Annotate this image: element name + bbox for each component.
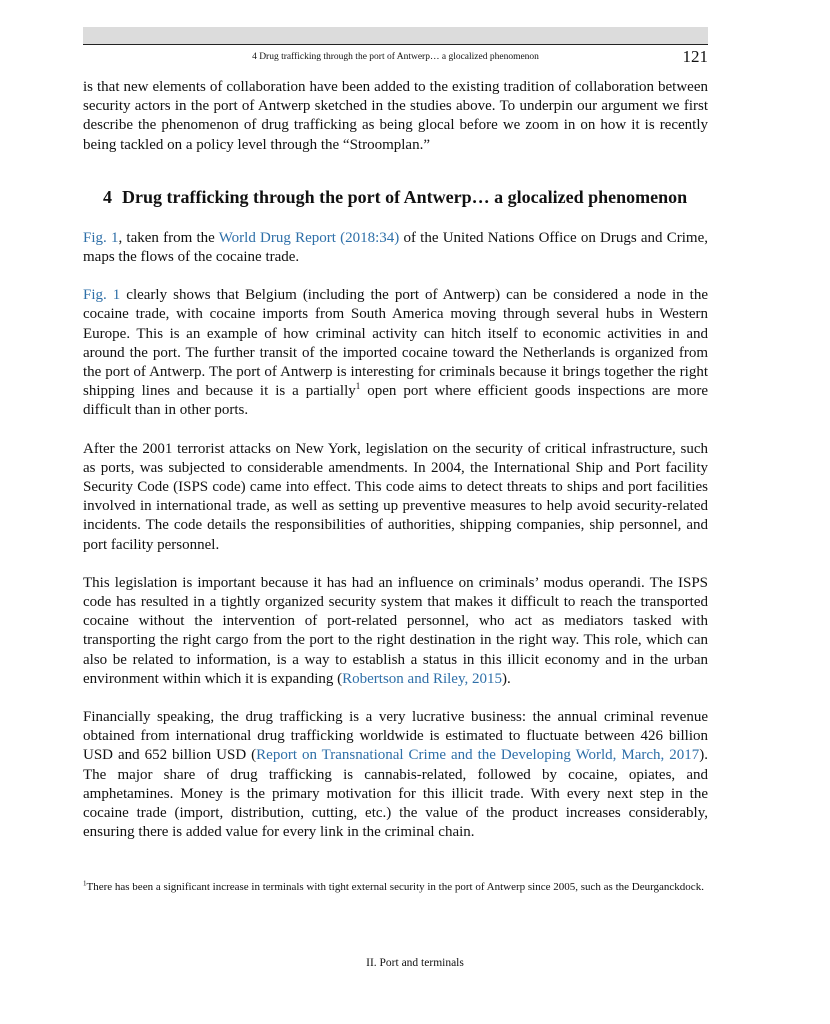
section-number: 4 [103, 186, 112, 207]
running-head-title: 4 Drug trafficking through the port of Antwerp… a glocalized phenomenon [252, 52, 539, 62]
paragraph-text: ). The major share of drug trafficking is cannabis-related, followed by cocaine, opiates, and amphetamines. Money is the primary motivation for this illicit trade. With every next step in the cocaine trade (import, distribution, cutting, etc.) the value of the product increases considerably, ensuring there is added value for every link in the criminal chain. [83, 747, 709, 841]
page-number: 121 [682, 47, 708, 66]
robertson-riley-link[interactable]: Robertson and Riley, 2015 [342, 670, 502, 687]
paragraph-fig-intro [83, 229, 708, 267]
transnational-crime-report-link[interactable]: Report on Transnational Crime and the Developing World, March, 2017 [256, 747, 700, 764]
footnote-mark-link[interactable]: 1 [355, 381, 361, 392]
header-bar [83, 27, 708, 44]
fig-1-link[interactable]: Fig. 1 [83, 229, 119, 246]
paragraph-finance [83, 708, 708, 842]
footnote [83, 878, 708, 897]
page-footer: II. Port and terminals [366, 957, 464, 969]
running-head [83, 49, 708, 69]
footnote-mark: 1 [83, 879, 87, 888]
section-title: Drug trafficking through the port of Antwerp… a glocalized phenomenon [122, 186, 688, 207]
paragraph-text: Financially speaking, the drug trafficking is a very lucrative business: the annual criminal revenue obtained from international drug trafficking worldwide is estimated to fluctuate between 426 billion USD and 652 billion USD ( [83, 709, 708, 764]
paragraph-text: ). [501, 670, 511, 687]
paragraph-modus [83, 574, 708, 689]
paragraph-isps: After the 2001 terrorist attacks on New York, legislation on the security of critical infrastructure, such as ports, was subjected to considerable amendments. In 2004, the International Ship and Port facility Security Code (ISPS code) came into effect. This code aims to detect threats to ships and port facilities involved in international trade, as well as setting up preventive measures to help avoid security-related incidents. The code details the responsibilities of authorities, shipping companies, ship personnel, and port facility personnel. [83, 440, 708, 553]
section-heading [83, 185, 708, 209]
fig-1-link[interactable]: Fig. 1 [83, 287, 121, 304]
footnote-text: There has been a significant increase in terminals with tight external security in the port of Antwerp since 2005, such as the Deurganckdock. [86, 881, 704, 893]
paragraph-text: clearly shows that Belgium (including the port of Antwerp) can be considered a node in the cocaine trade, with cocaine imports from South America moving through several hubs in Western Europe. This is an example of how criminal activity can hitch itself to economic activities in and around the port. The further transit of the imported cocaine toward the Netherlands is organized from the port of Antwerp. The port of Antwerp is interesting for criminals because it brings together the right shipping lines and because it is a partially [83, 287, 709, 400]
paragraph-intro: is that new elements of collaboration have been added to the existing tradition of collaboration between security actors in the port of Antwerp sketched in the studies above. To underpin our argument we first describe the phenomenon of drug trafficking as being glocal before we zoom in on how it is recently being tackled on a policy level through the “Stroomplan.” [83, 79, 708, 153]
header-rule [83, 44, 708, 45]
world-drug-report-link[interactable]: World Drug Report (2018:34) [218, 229, 400, 246]
paragraph-text: , taken from the [118, 229, 219, 246]
main-content [83, 78, 708, 843]
paragraph-belgium [83, 286, 708, 420]
paragraph-text: open port where efficient goods inspections are more difficult than in other ports. [83, 383, 708, 419]
paragraph-text: of the United Nations Office on Drugs and Crime, maps the flows of the cocaine trade. [83, 229, 708, 266]
paragraph-text: This legislation is important because it has had an influence on criminals’ modus operandi. The ISPS code has resulted in a tightly organized security system that makes it difficult to reach the transported cocaine without the intervention of port-related personnel, who act as mediators tasked with transporting the right cargo from the port to the right destination in the right way. This role, which can also be related to information, is a way to establish a status in this illicit economy and in the urban environment within which it is expanding ( [83, 574, 708, 687]
